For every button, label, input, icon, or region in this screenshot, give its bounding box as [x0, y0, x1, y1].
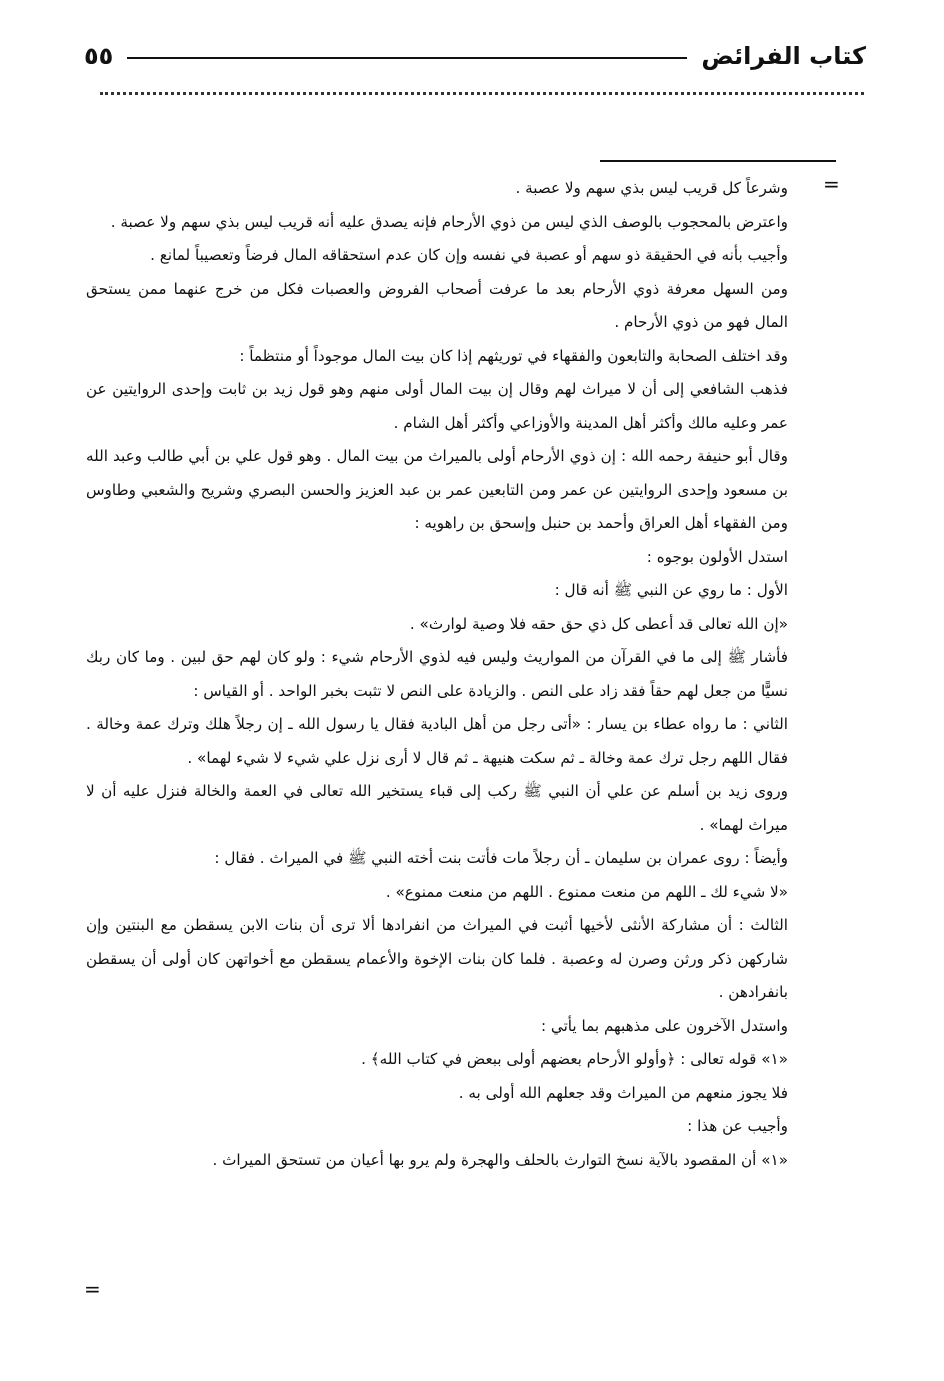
book-title: كتاب الفرائض [701, 42, 866, 70]
continuation-mark-top: = [823, 172, 840, 196]
header-rule [127, 57, 687, 59]
dotted-separator [100, 92, 864, 105]
paragraph: فذهب الشافعي إلى أن لا ميراث لهم وقال إن بيت المال أولى منهم وهو قول زيد بن ثابت وإحدى الروايتين عن عمر وعليه مالك وأكثر أهل المدينة والأوزاعي وأكثر أهل الشام . [86, 380, 788, 432]
paragraph: وشرعاً كل قريب ليس بذي سهم ولا عصبة . [515, 179, 788, 197]
paragraph: «إن الله تعالى قد أعطى كل ذي حق حقه فلا وصية لوارث» . [409, 614, 788, 633]
paragraph: فأشار ﷺ إلى ما في القرآن من المواريث وليس فيه لذوي الأرحام شيء : ولو كان لهم حق لبين . وما كان ربك نسيًّا من جعل لهم حقاً فقد زاد على النص . والزيادة على النص لا تثبت بخبر الواحد . أو القياس : [86, 648, 788, 700]
body-text [86, 172, 810, 1177]
page-header [84, 36, 866, 76]
paragraph: وقد اختلف الصحابة والتابعون والفقهاء في توريثهم إذا كان بيت المال موجوداً أو منتظماً : [239, 346, 788, 365]
paragraph: وأجيب بأنه في الحقيقة ذو سهم أو عصبة في نفسه وإن كان عدم استحقاقه المال فرضاً وتعصيباً لمانع . [150, 246, 788, 264]
paragraph: وروى زيد بن أسلم عن علي أن النبي ﷺ ركب إلى قباء يستخير الله تعالى في العمة والخالة فنزل عليه أن لا ميراث لهما» . [86, 782, 788, 834]
paragraph: الأول : ما روي عن النبي ﷺ أنه قال : [554, 581, 788, 599]
paragraph: «١» أن المقصود بالآية نسخ التوارث بالحلف والهجرة ولم يرو بها أعيان من تستحق الميراث . [212, 1150, 788, 1169]
paragraph: واستدل الآخرون على مذهبهم بما يأتي : [540, 1016, 788, 1035]
paragraph: وأجيب عن هذا : [687, 1117, 788, 1135]
paragraph: وقال أبو حنيفة رحمه الله : إن ذوي الأرحام أولى بالميراث من بيت المال . وهو قول علي بن أبي طالب وعبد الله بن مسعود وإحدى الروايتين عن عمر ومن التابعين عمر بن عبد العزيز والحسن البصري وشريح والشعبي وطاوس ومن الفقهاء أهل العراق وأحمد بن حنبل وإسحق بن راهويه : [86, 447, 788, 532]
continuation-mark-bottom: = [84, 1277, 101, 1301]
footnote-rule [600, 160, 836, 162]
paragraph: «١» قوله تعالى : ﴿وأولو الأرحام بعضهم أولى ببعض في كتاب الله﴾ . [361, 1050, 788, 1068]
paragraph: «لا شيء لك ـ اللهم من منعت ممنوع . اللهم من منعت ممنوع» . [385, 882, 788, 901]
paragraph: الثاني : ما رواه عطاء بن يسار : «أتى رجل من أهل البادية فقال يا رسول الله ـ إن رجلاً هلك وترك عمة وخالة . فقال اللهم رجل ترك عمة وخالة ـ ثم سكت هنيهة ـ ثم قال لا أرى نزل علي شيء لا شيء لهما» . [86, 715, 788, 767]
paragraph: الثالث : أن مشاركة الأنثى لأخيها أثبت في الميراث من انفرادها ألا ترى أن بنات الابن يسقطن مع البنتين وإن شاركهن ذكر ورثن وصرن له وعصبة . فلما كان بنات الإخوة والأعمام يسقطن مع أخواتهن كان أولى أن يسقطن بانفرادهن . [86, 916, 788, 1001]
paragraph: ومن السهل معرفة ذوي الأرحام بعد ما عرفت أصحاب الفروض والعصبات فكل من خرج عنهما ممن يستحق المال فهو من ذوي الأرحام . [86, 279, 788, 331]
page-number: ٥٥ [84, 42, 114, 70]
paragraph: فلا يجوز منعهم من الميراث وقد جعلهم الله أولى به . [458, 1083, 788, 1102]
paragraph: وأيضاً : روى عمران بن سليمان ـ أن رجلاً مات فأتت بنت أخته النبي ﷺ في الميراث . فقال : [214, 849, 788, 867]
paragraph: استدل الأولون بوجوه : [646, 547, 788, 566]
paragraph: واعترض بالمحجوب بالوصف الذي ليس من ذوي الأرحام فإنه يصدق عليه أنه قريب ليس بذي سهم ولا عصبة . [110, 212, 788, 231]
